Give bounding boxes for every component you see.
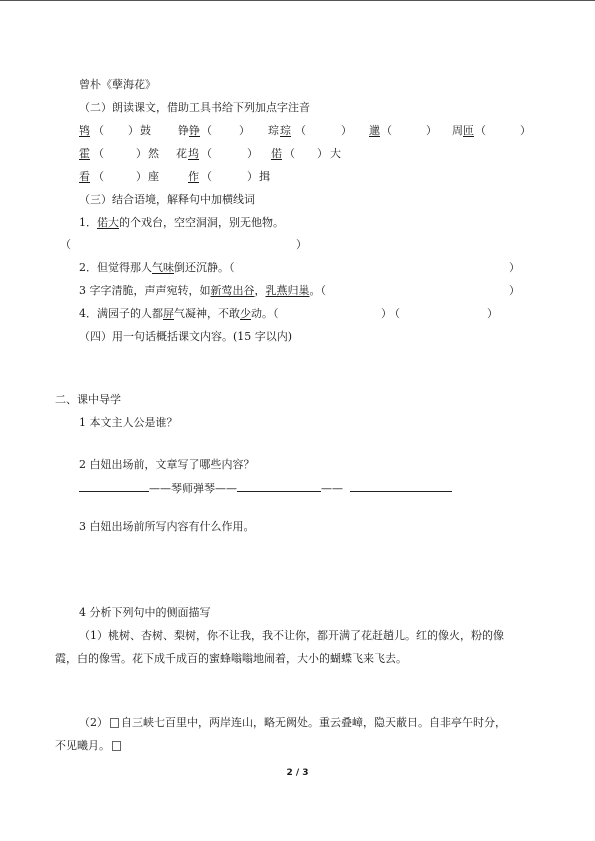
- section3-title: （三）结合语境，解释句中加横线词: [79, 193, 255, 206]
- page-top-border: [0, 0, 595, 1]
- section3-q3: 3 字字清脆，声声宛转，如新莺出谷，乳燕归巢。（: [79, 284, 326, 297]
- missing-glyph-icon: [112, 741, 121, 751]
- fill-blank[interactable]: [350, 481, 452, 492]
- part2-q4: 4 分析下列句中的侧面描写: [79, 606, 211, 619]
- dotted-char: 邋: [369, 124, 380, 137]
- section3-q4: 4．满园子的人都屏气凝神，不敢少动。（: [79, 307, 279, 320]
- dotted-char: 鸨: [79, 124, 90, 137]
- part2-q4-1-line-a: （1）桃树、杏树、梨树，你不让我，我不让你，都开满了花赶趟儿。红的像火，粉的像: [79, 629, 504, 642]
- part2-title: 二、课中导学: [55, 393, 121, 406]
- section3-q1: 1．偌大的个戏台，空空洞洞，别无他物。: [79, 216, 284, 229]
- dotted-char: 匝: [463, 124, 474, 137]
- part2-q4-1-line-b: 霞，白的像雪。花下成千成百的蜜蜂嗡嗡地闹着，大小的蝴蝶飞来飞去。: [55, 652, 407, 665]
- page-number: 2 / 3: [286, 768, 309, 778]
- dotted-char: 偌: [271, 147, 282, 160]
- source-line: 曾朴《孽海花》: [79, 78, 156, 91]
- dotted-char: 琮: [280, 124, 291, 137]
- dotted-char: 看: [79, 170, 90, 183]
- fill-blank[interactable]: [237, 481, 321, 492]
- fill-blank[interactable]: [79, 481, 149, 492]
- dotted-char: 作: [188, 170, 199, 183]
- dotted-char: 铮: [189, 124, 200, 137]
- missing-glyph-icon: [110, 718, 119, 728]
- part2-q1: 1 本文主人公是谁？: [79, 416, 178, 429]
- part2-q2: 2 白妞出场前，文章写了哪些内容？: [79, 458, 255, 471]
- section2-title: （二）朗读课文，借助工具书给下列加点字注音: [79, 101, 310, 114]
- answer-paren-open: （: [60, 238, 71, 251]
- section3-q2: 2．但觉得那人气味倒还沉静。（: [79, 261, 235, 274]
- dotted-char: 坞: [188, 147, 199, 160]
- part2-q4-2-line-b: 不见曦月。: [55, 739, 123, 753]
- part2-q2-fill-line: ——琴师弹琴—— ——: [79, 481, 452, 496]
- part2-q3: 3 白妞出场前所写内容有什么作用。: [79, 520, 255, 533]
- part2-q4-2-line-a: （2） 自三峡七百里中，两岸连山，略无阙处。重云叠嶂，隐天蔽日。自非亭午时分，: [79, 716, 506, 729]
- answer-paren-close: ）: [296, 238, 307, 251]
- section4-title: （四）用一句话概括课文内容。(15 字以内): [79, 330, 293, 343]
- dotted-char: 霍: [79, 147, 90, 160]
